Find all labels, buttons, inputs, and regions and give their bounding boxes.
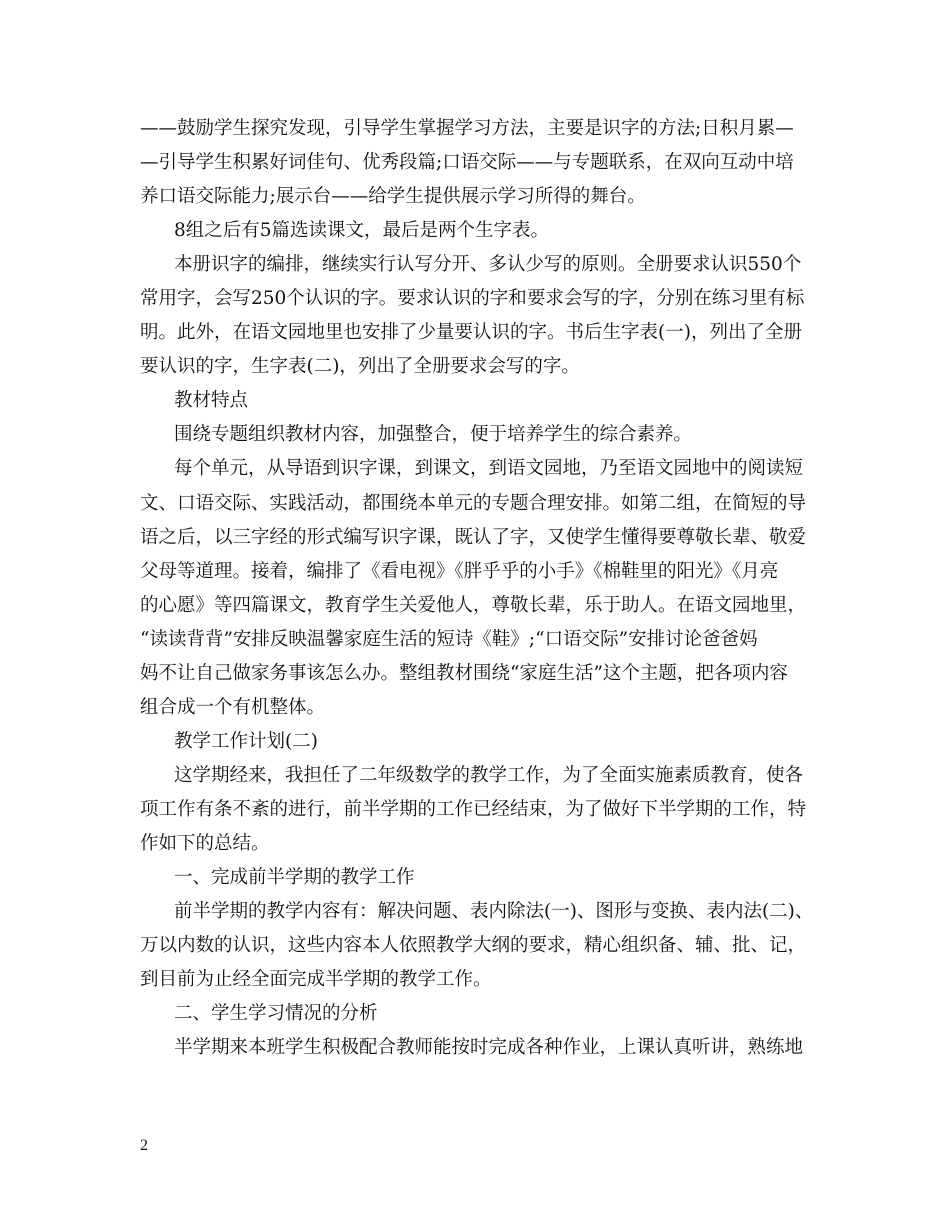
text-line: 围绕专题组织教材内容，加强整合，便于培养学生的综合素养。	[174, 424, 693, 446]
section-heading: 教学工作计划(二)	[174, 730, 318, 752]
text-line: 明。此外，在语文园地里也安排了少量要认识的字。书后生字表(一)，列出了全册	[140, 322, 802, 344]
text-line: 每个单元，从导语到识字课，到课文，到语文园地，乃至语文园地中的阅读短	[174, 458, 804, 480]
text-line: 要认识的字，生字表(二)，列出了全册要求会写的字。	[140, 356, 580, 378]
text-line: ——鼓励学生探究发现，引导学生掌握学习方法，主要是识字的方法;日积月累—	[140, 118, 794, 139]
text-line: 养口语交际能力;展示台——给学生提供展示学习所得的舞台。	[140, 186, 646, 208]
text-line: 本册识字的编排，继续实行认写分开、多认少写的原则。全册要求认识550个	[174, 254, 802, 276]
text-line: 父母等道理。接着，编排了《看电视》《胖乎乎的小手》《棉鞋里的阳光》《月亮	[140, 560, 779, 582]
text-line: “读读背背”安排反映温馨家庭生活的短诗《鞋》;“口语交际”安排讨论爸爸妈	[140, 628, 758, 650]
text-line: 作如下的总结。	[140, 832, 270, 854]
text-line: 文、口语交际、实践活动，都围绕本单元的专题合理安排。如第二组，在简短的导	[140, 492, 807, 514]
section-heading: 一、完成前半学期的教学工作	[174, 867, 415, 889]
section-heading: 教材特点	[174, 390, 249, 412]
document-body	[140, 112, 820, 1065]
text-line: 的心愿》等四篇课文，教育学生关爱他人，尊敬长辈，乐于助人。在语文园地里，	[140, 594, 807, 616]
text-line: 万以内数的认识，这些内容本人依照教学大纲的要求，精心组织备、辅、批、记，	[140, 935, 807, 957]
text-line: 妈不让自己做家务事该怎么办。整组教材围绕“家庭生活”这个主题，把各项内容	[140, 662, 788, 684]
text-line: 8组之后有5篇选读课文，最后是两个生字表。	[174, 220, 550, 242]
text-line: 半学期来本班学生积极配合教师能按时完成各种作业，上课认真听讲，熟练地	[174, 1037, 804, 1059]
text-line: 语之后，以三字经的形式编写识字课，既认了字，又使学生懂得要尊敬长辈、敬爱	[140, 526, 807, 548]
page-number: 2	[140, 1137, 148, 1154]
text-line: —引导学生积累好词佳句、优秀段篇;口语交际——与专题联系，在双向互动中培	[140, 152, 794, 174]
text-line: 项工作有条不紊的进行，前半学期的工作已经结束，为了做好下半学期的工作，特	[140, 798, 807, 820]
text-line: 前半学期的教学内容有：解决问题、表内除法(一)、图形与变换、表内法(二)、	[174, 901, 814, 923]
section-heading: 二、学生学习情况的分析	[174, 1003, 378, 1025]
text-line: 这学期经来，我担任了二年级数学的教学工作，为了全面实施素质教育，使各	[174, 764, 804, 786]
text-line: 常用字，会写250个认识的字。要求认识的字和要求会写的字，分别在练习里有标	[140, 288, 805, 310]
text-line: 组合成一个有机整体。	[140, 696, 326, 718]
text-line: 到目前为止经全面完成半学期的教学工作。	[140, 969, 492, 991]
